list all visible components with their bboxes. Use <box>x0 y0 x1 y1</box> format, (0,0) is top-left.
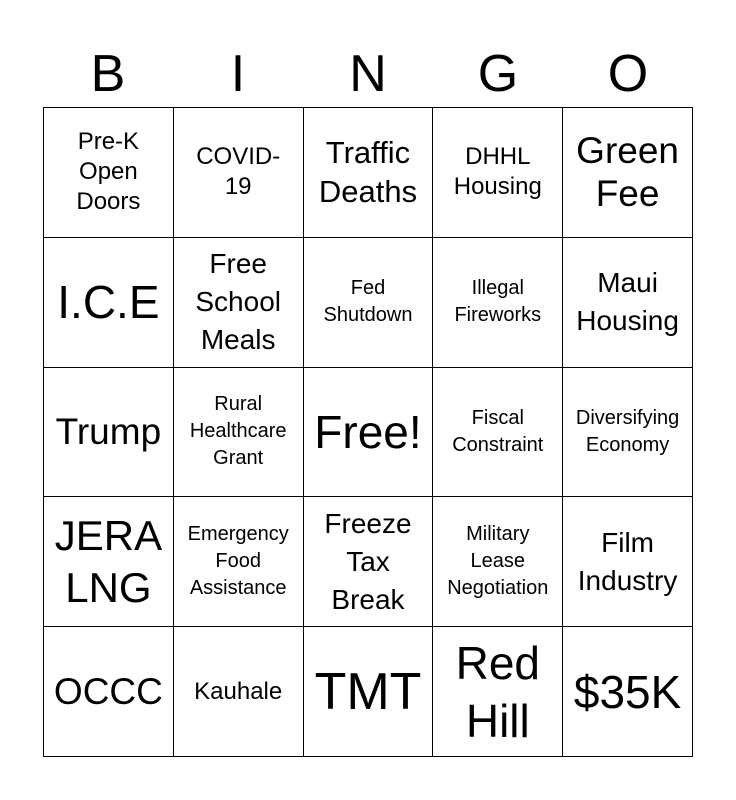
header-letter-o: O <box>607 45 649 103</box>
cell-label: DHHL Housing <box>453 143 542 201</box>
cell-label: Pre-K Open Doors <box>76 128 141 216</box>
bingo-cell-r1-c4[interactable] <box>563 238 693 368</box>
bingo-cell-r2-c0[interactable] <box>44 368 174 498</box>
bingo-cell-r0-c4[interactable] <box>563 108 693 238</box>
cell-label: Green Fee <box>576 130 680 215</box>
bingo-cell-r0-c0[interactable] <box>44 108 174 238</box>
header-letter-g: G <box>477 45 519 103</box>
cell-label: Freeze Tax Break <box>324 507 412 615</box>
cell-label: Illegal Fireworks <box>454 277 542 327</box>
bingo-cell-r4-c3[interactable] <box>433 627 563 757</box>
cell-label: Film Industry <box>577 526 678 596</box>
cell-label: $35K <box>573 665 682 718</box>
bingo-cell-r3-c0[interactable] <box>44 497 174 627</box>
bingo-cell-r1-c3[interactable] <box>433 238 563 368</box>
bingo-cell-r4-c0[interactable] <box>44 627 174 757</box>
bingo-cell-r3-c4[interactable] <box>563 497 693 627</box>
bingo-cell-r0-c2[interactable] <box>304 108 434 238</box>
cell-label: Rural Healthcare Grant <box>189 393 287 470</box>
cell-label: Diversifying Economy <box>575 406 680 456</box>
cell-label: Fed Shutdown <box>323 277 413 327</box>
cell-label: Trump <box>55 411 162 453</box>
bingo-cell-r2-c1[interactable] <box>174 368 304 498</box>
bingo-cell-r3-c1[interactable] <box>174 497 304 627</box>
bingo-cell-r4-c2[interactable] <box>304 627 434 757</box>
bingo-cell-r0-c3[interactable] <box>433 108 563 238</box>
header-letter-b: B <box>90 45 126 103</box>
cell-label: Military Lease Negotiation <box>447 523 549 600</box>
header-letter-i: I <box>230 45 246 103</box>
cell-label: Maui Housing <box>576 267 679 337</box>
bingo-cell-r3-c3[interactable] <box>433 497 563 627</box>
header-letter-n: N <box>349 45 387 103</box>
bingo-cell-r1-c0[interactable] <box>44 238 174 368</box>
bingo-cell-r2-c3[interactable] <box>433 368 563 498</box>
cell-label: OCCC <box>53 671 163 713</box>
cell-label: Emergency Food Assistance <box>187 523 289 600</box>
bingo-cell-r1-c2[interactable] <box>304 238 434 368</box>
cell-label: Red Hill <box>455 636 540 747</box>
bingo-cell-r3-c2[interactable] <box>304 497 434 627</box>
cell-label: I.C.E <box>57 276 160 329</box>
cell-label: Traffic Deaths <box>318 135 418 210</box>
bingo-cell-r0-c1[interactable] <box>174 108 304 238</box>
cell-label: Free School Meals <box>195 248 281 356</box>
bingo-cell-r2-c2[interactable] <box>304 368 434 498</box>
bingo-card <box>43 107 693 757</box>
cell-label: Fiscal Constraint <box>452 406 544 456</box>
cell-label: JERA LNG <box>54 511 163 611</box>
cell-label: Kauhale <box>194 677 283 705</box>
cell-label: Free! <box>314 405 422 458</box>
cell-label: TMT <box>314 662 422 721</box>
bingo-cell-r4-c1[interactable] <box>174 627 304 757</box>
bingo-header <box>43 40 693 108</box>
bingo-cell-r4-c4[interactable] <box>563 627 693 757</box>
cell-label: COVID- 19 <box>196 143 281 201</box>
bingo-cell-r2-c4[interactable] <box>563 368 693 498</box>
bingo-cell-r1-c1[interactable] <box>174 238 304 368</box>
